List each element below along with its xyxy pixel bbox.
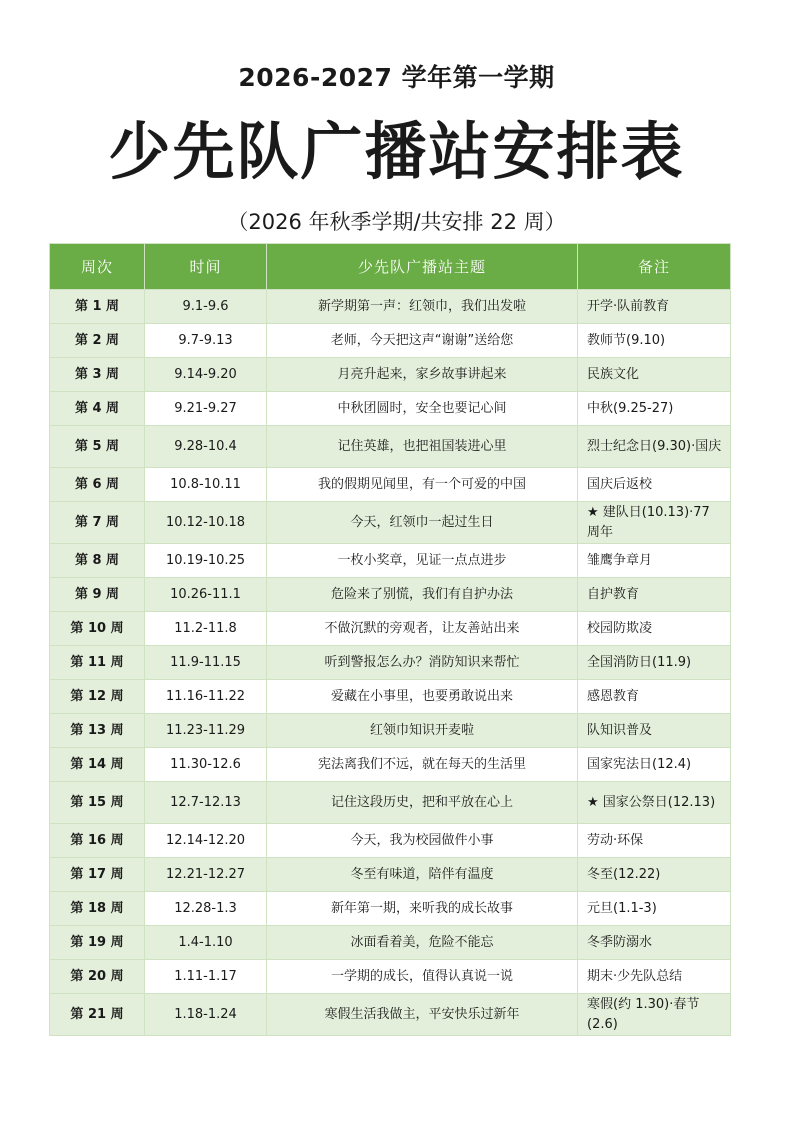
week-cell: 第 21 周	[50, 994, 145, 1036]
table-row	[50, 392, 731, 426]
week-cell: 第 14 周	[50, 748, 145, 782]
note-cell: 队知识普及	[578, 714, 731, 748]
date-cell: 9.1-9.6	[145, 290, 267, 324]
note-cell: 教师节(9.10)	[578, 324, 731, 358]
table-row	[50, 926, 731, 960]
page-subtitle: （2026 年秋季学期/共安排 22 周）	[227, 210, 566, 234]
broadcast-schedule-table	[49, 243, 731, 1036]
date-cell: 10.26-11.1	[145, 578, 267, 612]
theme-cell: 宪法离我们不远，就在每天的生活里	[267, 748, 578, 782]
theme-cell: 爱藏在小事里，也要勇敢说出来	[267, 680, 578, 714]
date-cell: 11.30-12.6	[145, 748, 267, 782]
week-cell: 第 11 周	[50, 646, 145, 680]
date-cell: 10.12-10.18	[145, 502, 267, 544]
theme-cell: 新学期第一声：红领巾，我们出发啦	[267, 290, 578, 324]
date-cell: 1.11-1.17	[145, 960, 267, 994]
date-cell: 9.28-10.4	[145, 426, 267, 468]
note-cell: 期末·少先队总结	[578, 960, 731, 994]
week-cell: 第 6 周	[50, 468, 145, 502]
note-cell: 元旦(1.1-3)	[578, 892, 731, 926]
date-cell: 11.23-11.29	[145, 714, 267, 748]
table-row	[50, 748, 731, 782]
column-header-date: 时间	[145, 244, 267, 290]
note-cell: 劳动·环保	[578, 824, 731, 858]
theme-cell: 一枚小奖章，见证一点点进步	[267, 544, 578, 578]
date-cell: 10.19-10.25	[145, 544, 267, 578]
table-row	[50, 502, 731, 544]
note-cell: 国家宪法日(12.4)	[578, 748, 731, 782]
week-cell: 第 20 周	[50, 960, 145, 994]
table-row	[50, 358, 731, 392]
date-cell: 12.21-12.27	[145, 858, 267, 892]
date-cell: 9.21-9.27	[145, 392, 267, 426]
semester-heading: 2026-2027 学年第一学期	[238, 63, 555, 92]
table-row	[50, 960, 731, 994]
theme-cell: 新年第一期，来听我的成长故事	[267, 892, 578, 926]
theme-cell: 红领巾知识开麦啦	[267, 714, 578, 748]
note-cell: 开学·队前教育	[578, 290, 731, 324]
page-title: 少先队广播站安排表	[108, 115, 685, 188]
date-cell: 12.28-1.3	[145, 892, 267, 926]
date-cell: 10.8-10.11	[145, 468, 267, 502]
date-cell: 12.14-12.20	[145, 824, 267, 858]
date-cell: 1.4-1.10	[145, 926, 267, 960]
theme-cell: 冬至有味道，陪伴有温度	[267, 858, 578, 892]
table-row	[50, 858, 731, 892]
note-cell: 自护教育	[578, 578, 731, 612]
theme-cell: 不做沉默的旁观者，让友善站出来	[267, 612, 578, 646]
week-cell: 第 1 周	[50, 290, 145, 324]
table-row	[50, 612, 731, 646]
theme-cell: 中秋团圆时，安全也要记心间	[267, 392, 578, 426]
table-row	[50, 426, 731, 468]
date-cell: 11.16-11.22	[145, 680, 267, 714]
table-header-row	[50, 244, 731, 290]
week-cell: 第 18 周	[50, 892, 145, 926]
theme-cell: 今天，红领巾一起过生日	[267, 502, 578, 544]
week-cell: 第 5 周	[50, 426, 145, 468]
table-row	[50, 824, 731, 858]
week-cell: 第 7 周	[50, 502, 145, 544]
table-row	[50, 324, 731, 358]
theme-cell: 记住英雄，也把祖国装进心里	[267, 426, 578, 468]
theme-cell: 一学期的成长，值得认真说一说	[267, 960, 578, 994]
date-cell: 1.18-1.24	[145, 994, 267, 1036]
week-cell: 第 4 周	[50, 392, 145, 426]
date-cell: 11.9-11.15	[145, 646, 267, 680]
table-row	[50, 646, 731, 680]
table-row	[50, 782, 731, 824]
week-cell: 第 16 周	[50, 824, 145, 858]
week-cell: 第 8 周	[50, 544, 145, 578]
date-cell: 9.14-9.20	[145, 358, 267, 392]
table-row	[50, 892, 731, 926]
week-cell: 第 3 周	[50, 358, 145, 392]
column-header-week: 周次	[50, 244, 145, 290]
week-cell: 第 12 周	[50, 680, 145, 714]
note-cell: 冬至(12.22)	[578, 858, 731, 892]
table-row	[50, 994, 731, 1036]
note-cell: 国庆后返校	[578, 468, 731, 502]
week-cell: 第 9 周	[50, 578, 145, 612]
week-cell: 第 10 周	[50, 612, 145, 646]
theme-cell: 老师，今天把这声“谢谢”送给您	[267, 324, 578, 358]
note-cell: 感恩教育	[578, 680, 731, 714]
table-row	[50, 290, 731, 324]
theme-cell: 寒假生活我做主，平安快乐过新年	[267, 994, 578, 1036]
week-cell: 第 17 周	[50, 858, 145, 892]
note-cell: 校园防欺凌	[578, 612, 731, 646]
table-row	[50, 544, 731, 578]
note-cell: ★ 国家公祭日(12.13)	[578, 782, 731, 824]
theme-cell: 冰面看着美，危险不能忘	[267, 926, 578, 960]
theme-cell: 记住这段历史，把和平放在心上	[267, 782, 578, 824]
table-row	[50, 714, 731, 748]
theme-cell: 今天，我为校园做件小事	[267, 824, 578, 858]
theme-cell: 听到警报怎么办？消防知识来帮忙	[267, 646, 578, 680]
note-cell: ★ 建队日(10.13)·77 周年	[578, 502, 731, 544]
note-cell: 全国消防日(11.9)	[578, 646, 731, 680]
note-cell: 民族文化	[578, 358, 731, 392]
theme-cell: 危险来了别慌，我们有自护办法	[267, 578, 578, 612]
note-cell: 寒假(约 1.30)·春节(2.6)	[578, 994, 731, 1036]
table-row	[50, 578, 731, 612]
week-cell: 第 2 周	[50, 324, 145, 358]
note-cell: 烈士纪念日(9.30)·国庆	[578, 426, 731, 468]
date-cell: 12.7-12.13	[145, 782, 267, 824]
note-cell: 冬季防溺水	[578, 926, 731, 960]
date-cell: 11.2-11.8	[145, 612, 267, 646]
table-row	[50, 468, 731, 502]
date-cell: 9.7-9.13	[145, 324, 267, 358]
week-cell: 第 19 周	[50, 926, 145, 960]
column-header-note: 备注	[578, 244, 731, 290]
column-header-theme: 少先队广播站主题	[267, 244, 578, 290]
theme-cell: 月亮升起来，家乡故事讲起来	[267, 358, 578, 392]
note-cell: 中秋(9.25-27)	[578, 392, 731, 426]
theme-cell: 我的假期见闻里，有一个可爱的中国	[267, 468, 578, 502]
note-cell: 雏鹰争章月	[578, 544, 731, 578]
week-cell: 第 13 周	[50, 714, 145, 748]
table-row	[50, 680, 731, 714]
week-cell: 第 15 周	[50, 782, 145, 824]
